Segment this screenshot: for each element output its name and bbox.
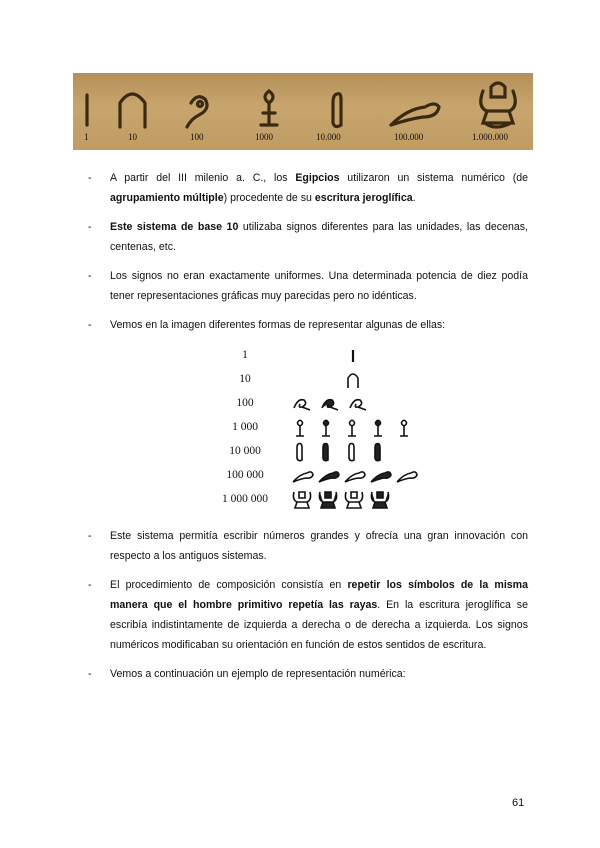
- finger-glyph: [349, 444, 354, 461]
- numeral-label: 1: [242, 349, 248, 361]
- numeral-glyph-group: [290, 465, 430, 487]
- text-run: A partir del III milenio a. C., los: [110, 172, 296, 184]
- bullet-dash: -: [88, 221, 92, 233]
- numeral-label: 1 000 000: [222, 493, 268, 505]
- bullet-item: [88, 575, 528, 655]
- numeral-label: 100 000: [226, 469, 264, 481]
- bullet-list-intro: [88, 168, 528, 344]
- coil-glyph: [294, 400, 310, 410]
- text-run: . En la escritura jeroglífica se escribía indistintamente de izquierda a derecha o de derecha a izquierda. Los signos numéricos modificaban su orientación en función de estos sentidos de escritura.: [110, 599, 528, 651]
- finger-glyph: [323, 444, 328, 461]
- god-glyph: [371, 492, 388, 508]
- lotus-glyph: [348, 420, 356, 436]
- lotus-glyph: [261, 91, 277, 125]
- bullet-item: [88, 266, 528, 306]
- god-glyph: [481, 83, 516, 127]
- numeral-label: 10 000: [229, 445, 261, 457]
- bold-phrase: agrupamiento múltiple: [110, 192, 224, 204]
- finger-glyph: [297, 444, 302, 461]
- finger-glyph: [375, 444, 380, 461]
- bullet-dash: -: [88, 530, 92, 542]
- numeral-variant-row: [210, 369, 430, 391]
- numeral-glyph-group: [290, 489, 430, 511]
- bold-phrase: Egipcios: [295, 172, 340, 184]
- coil-glyph: [322, 400, 338, 410]
- numeral-glyph-group: [290, 393, 430, 415]
- banner-number: 1: [84, 132, 89, 142]
- god-glyph: [293, 492, 310, 508]
- numeral-glyph-group: [290, 417, 430, 439]
- bullet-text: [110, 217, 528, 257]
- page-number: 61: [512, 797, 525, 809]
- god-glyph: [345, 492, 362, 508]
- numeral-variants-figure: [210, 345, 430, 515]
- numeral-variant-row: [210, 465, 430, 487]
- bullet-item: [88, 315, 528, 335]
- bullet-text: [110, 315, 528, 335]
- banner-number: 100: [190, 132, 204, 142]
- banner-number: 1.000.000: [472, 132, 508, 142]
- tadpole-glyph: [293, 472, 313, 482]
- text-run: Vemos en la imagen diferentes formas de representar algunas de ellas:: [110, 319, 446, 331]
- lotus-glyph: [374, 420, 382, 436]
- text-run: El procedimiento de composición consistía en: [110, 579, 348, 591]
- hieroglyph-banner: [73, 73, 533, 150]
- coil-glyph-center: [198, 102, 203, 107]
- banner-number: 10: [128, 132, 137, 142]
- bullet-list-details: [88, 526, 528, 693]
- numeral-glyph-group: [290, 369, 430, 391]
- numeral-glyph-group: [290, 345, 430, 367]
- bullet-text: [110, 266, 528, 306]
- numeral-label: 1 000: [232, 421, 258, 433]
- lotus-glyph: [400, 420, 408, 436]
- text-run: Este sistema permitía escribir números grandes y ofrecía una gran innovación con respecto a los antiguos sistemas.: [110, 530, 528, 562]
- lotus-glyph: [322, 420, 330, 436]
- bullet-text: [110, 664, 528, 684]
- bold-phrase: escritura jeroglífica: [314, 192, 413, 204]
- bullet-text: [110, 575, 528, 655]
- bullet-dash: -: [88, 579, 92, 591]
- finger-glyph: [333, 94, 341, 127]
- text-run: ) procedente de su: [223, 192, 315, 204]
- bullet-dash: -: [88, 668, 92, 680]
- heel-glyph: [120, 94, 145, 127]
- god-glyph: [319, 492, 336, 508]
- text-run: Vemos a continuación un ejemplo de representación numérica:: [110, 668, 406, 680]
- numeral-variant-row: [210, 489, 430, 511]
- numeral-variant-row: [210, 417, 430, 439]
- bullet-text: [110, 168, 528, 208]
- tadpole-glyph: [397, 472, 417, 482]
- bullet-item: [88, 217, 528, 257]
- bullet-text: [110, 526, 528, 566]
- text-run: utilizaron un sistema numérico (de: [339, 172, 529, 184]
- text-run: .: [412, 192, 416, 204]
- hieroglyph-banner-art: [73, 73, 533, 150]
- bullet-item: [88, 526, 528, 566]
- text-run: Los signos no eran exactamente uniformes. Una determinada potencia de diez podía tener representaciones gráficas muy parecidas pero no idénticas.: [110, 270, 528, 302]
- bullet-item: [88, 664, 528, 684]
- numeral-variant-row: [210, 345, 430, 367]
- lotus-glyph: [296, 420, 304, 436]
- coil-glyph: [350, 400, 366, 410]
- bullet-dash: -: [88, 172, 92, 184]
- bullet-dash: -: [88, 270, 92, 282]
- bullet-item: [88, 168, 528, 208]
- bold-phrase: repetir los símbolos de la misma manera que el hombre primitivo repetía las rayas: [110, 579, 528, 611]
- banner-number: 1000: [255, 132, 273, 142]
- banner-number: 10.000: [316, 132, 341, 142]
- tadpole-glyph: [345, 472, 365, 482]
- banner-number: 100.000: [394, 132, 424, 142]
- numeral-label: 100: [236, 397, 254, 409]
- numeral-variant-row: [210, 393, 430, 415]
- tadpole-glyph: [319, 472, 339, 482]
- numeral-glyph-group: [290, 441, 430, 463]
- bold-phrase: Este sistema de base 10: [110, 221, 239, 233]
- text-run: utilizaba signos diferentes para las unidades, las decenas, centenas, etc.: [110, 221, 528, 253]
- numeral-variant-row: [210, 441, 430, 463]
- tadpole-glyph: [371, 472, 391, 482]
- heel-glyph: [348, 374, 358, 388]
- tadpole-glyph: [391, 104, 439, 125]
- bullet-dash: -: [88, 319, 92, 331]
- numeral-label: 10: [239, 373, 251, 385]
